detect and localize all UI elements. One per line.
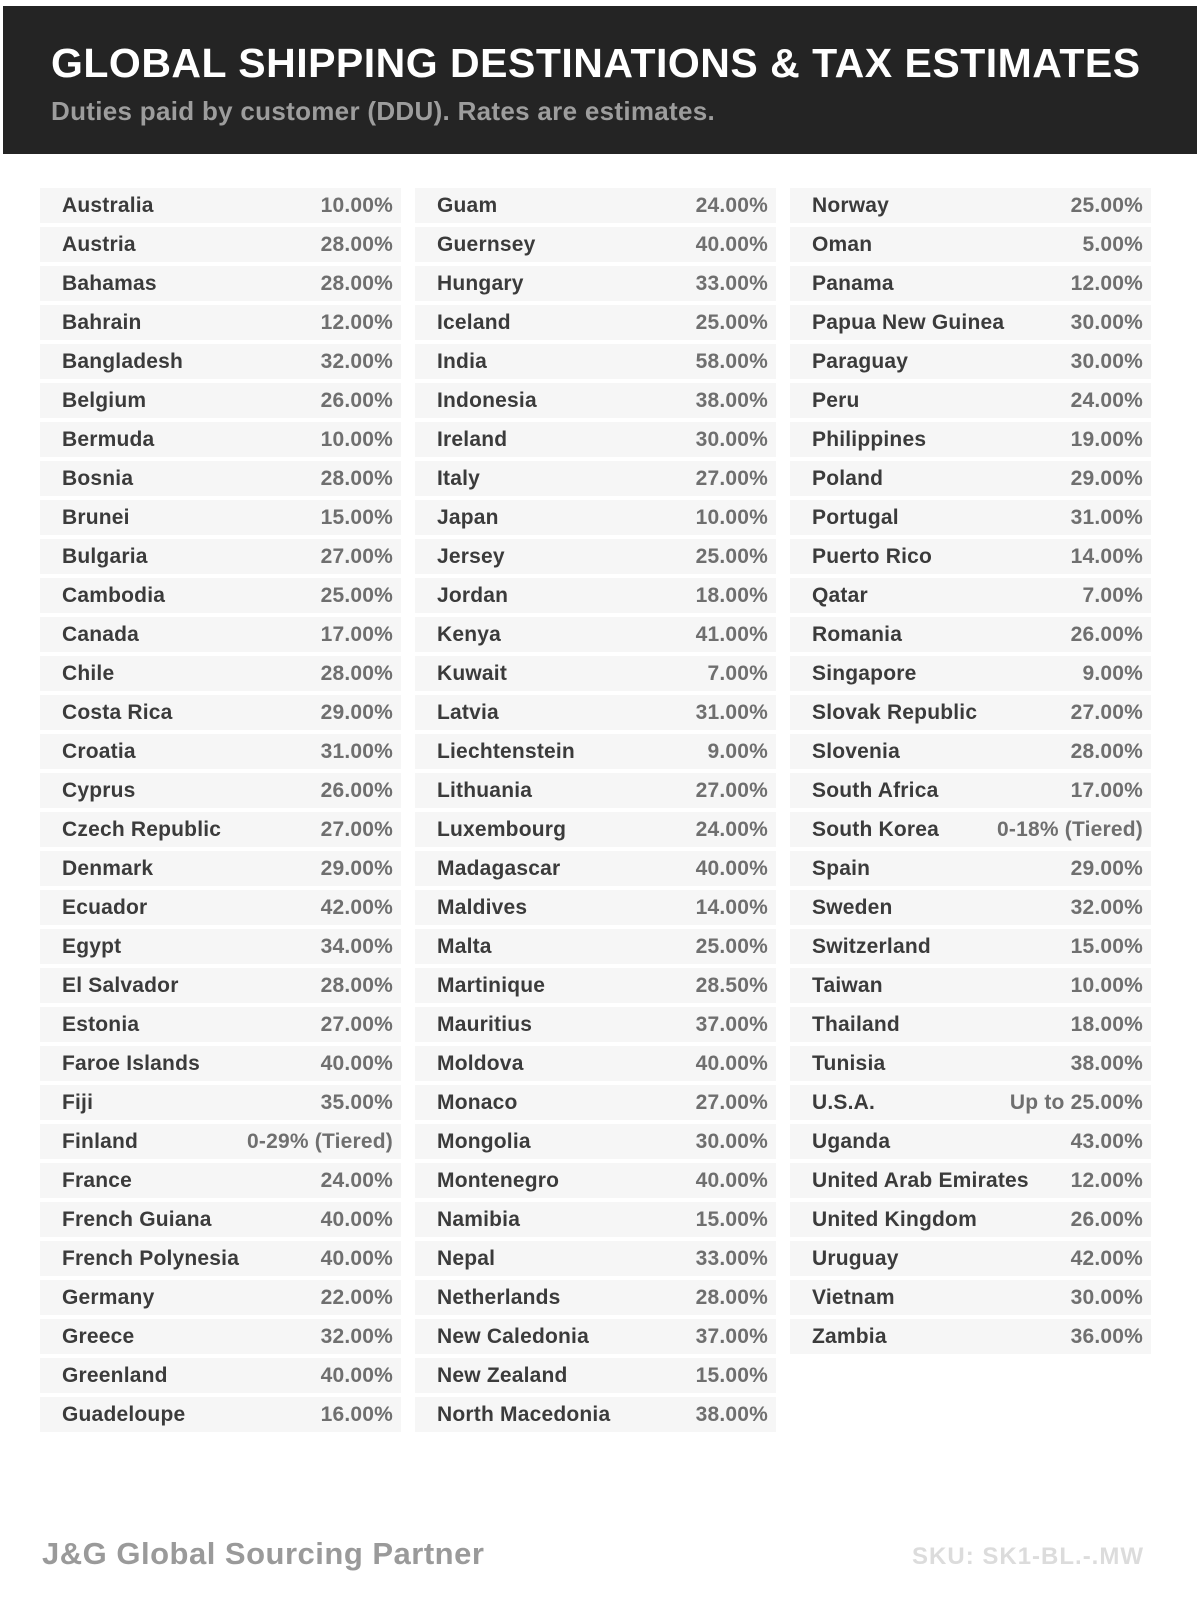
table-column (790, 188, 1151, 1436)
tax-rate: 25.00% (695, 544, 768, 568)
tax-rate: 40.00% (320, 1246, 393, 1270)
tax-rate: 31.00% (1070, 505, 1143, 529)
table-row (415, 227, 776, 262)
tax-rate: 12.00% (320, 310, 393, 334)
tax-rate: 37.00% (695, 1012, 768, 1036)
tax-rate: 22.00% (320, 1285, 393, 1309)
tax-rate: 15.00% (320, 505, 393, 529)
country-name: Japan (437, 505, 499, 529)
table-row (40, 1358, 401, 1393)
table-row (415, 1202, 776, 1237)
tax-rate: 17.00% (320, 622, 393, 646)
tax-rate: 5.00% (1082, 232, 1143, 256)
table-row (790, 1085, 1151, 1120)
table-row (790, 656, 1151, 691)
table-row (40, 695, 401, 730)
country-name: Germany (62, 1285, 155, 1309)
tax-rate: 42.00% (320, 895, 393, 919)
table-row (415, 695, 776, 730)
country-name: Fiji (62, 1090, 94, 1114)
tax-rate: 43.00% (1070, 1129, 1143, 1153)
table-row (790, 734, 1151, 769)
country-name: Maldives (437, 895, 528, 919)
tax-rate: 32.00% (320, 1324, 393, 1348)
table-row (790, 500, 1151, 535)
tax-rate: 28.00% (320, 973, 393, 997)
country-name: Bahamas (62, 271, 157, 295)
country-name: Monaco (437, 1090, 518, 1114)
tax-rate: 29.00% (1070, 466, 1143, 490)
tax-rate: 25.00% (695, 934, 768, 958)
country-name: Thailand (812, 1012, 900, 1036)
country-name: Finland (62, 1129, 139, 1153)
country-name: Kuwait (437, 661, 508, 685)
country-name: Slovenia (812, 739, 900, 763)
table-row (790, 968, 1151, 1003)
country-name: Bermuda (62, 427, 155, 451)
country-name: Jersey (437, 544, 505, 568)
table-row (415, 773, 776, 808)
country-name: Montenegro (437, 1168, 560, 1192)
country-name: Croatia (62, 739, 136, 763)
country-name: Panama (812, 271, 894, 295)
tax-rate: 18.00% (1070, 1012, 1143, 1036)
tax-rate: 40.00% (320, 1363, 393, 1387)
table-row (40, 617, 401, 652)
table-row (40, 773, 401, 808)
tax-rate: 28.00% (1070, 739, 1143, 763)
tax-rate: 26.00% (1070, 622, 1143, 646)
tax-rate: 14.00% (695, 895, 768, 919)
table-row (790, 1124, 1151, 1159)
tax-rate: 28.00% (320, 661, 393, 685)
table-column (415, 188, 776, 1436)
tax-rate: 42.00% (1070, 1246, 1143, 1270)
table-row (790, 851, 1151, 886)
country-name: Cambodia (62, 583, 166, 607)
tax-rate: 33.00% (695, 271, 768, 295)
table-row (790, 227, 1151, 262)
country-name: Sweden (812, 895, 893, 919)
country-name: Iceland (437, 310, 511, 334)
tax-rate: 30.00% (1070, 349, 1143, 373)
tax-rate: 9.00% (1082, 661, 1143, 685)
tax-rate: 36.00% (1070, 1324, 1143, 1348)
table-row (415, 1241, 776, 1276)
country-name: New Caledonia (437, 1324, 589, 1348)
tax-rate: 15.00% (1070, 934, 1143, 958)
tax-rate: 40.00% (320, 1051, 393, 1075)
country-name: Tunisia (812, 1051, 886, 1075)
country-name: Greece (62, 1324, 135, 1348)
table-row (40, 1124, 401, 1159)
tax-rate: 37.00% (695, 1324, 768, 1348)
table-row (415, 1085, 776, 1120)
tax-rate: 40.00% (695, 1168, 768, 1192)
table-row (415, 656, 776, 691)
tax-rate: 30.00% (1070, 1285, 1143, 1309)
country-name: Uganda (812, 1129, 891, 1153)
country-name: Malta (437, 934, 492, 958)
tax-rate: 25.00% (695, 310, 768, 334)
country-name: Slovak Republic (812, 700, 978, 724)
tax-rate: 29.00% (320, 856, 393, 880)
country-name: Oman (812, 232, 873, 256)
table-row (40, 734, 401, 769)
tax-rate: 32.00% (320, 349, 393, 373)
country-name: Paraguay (812, 349, 909, 373)
table-row (415, 305, 776, 340)
table-row (415, 617, 776, 652)
country-name: Czech Republic (62, 817, 222, 841)
table-row (415, 188, 776, 223)
tax-rate: 27.00% (320, 544, 393, 568)
table-row (40, 1085, 401, 1120)
country-name: Nepal (437, 1246, 496, 1270)
tax-rate: 25.00% (320, 583, 393, 607)
country-name: Lithuania (437, 778, 533, 802)
tax-rate: 17.00% (1070, 778, 1143, 802)
country-name: Mauritius (437, 1012, 533, 1036)
table-row (40, 1319, 401, 1354)
country-name: South Africa (812, 778, 939, 802)
country-name: Papua New Guinea (812, 310, 1005, 334)
tax-rate: 27.00% (1070, 700, 1143, 724)
table-row (40, 578, 401, 613)
table-row (415, 812, 776, 847)
table-row (790, 422, 1151, 457)
tax-rate: 12.00% (1070, 271, 1143, 295)
country-name: Bulgaria (62, 544, 148, 568)
table-row (40, 1241, 401, 1276)
country-name: Taiwan (812, 973, 883, 997)
tax-rate: 28.00% (320, 271, 393, 295)
table-row (40, 890, 401, 925)
table-row (415, 890, 776, 925)
table-row (790, 1046, 1151, 1081)
table-row (415, 422, 776, 457)
country-name: Canada (62, 622, 140, 646)
country-name: Ecuador (62, 895, 148, 919)
country-name: Namibia (437, 1207, 521, 1231)
tax-rate: 28.00% (695, 1285, 768, 1309)
table-row (40, 1046, 401, 1081)
table-row (40, 968, 401, 1003)
country-name: India (437, 349, 488, 373)
table-row (40, 656, 401, 691)
page-title: GLOBAL SHIPPING DESTINATIONS & TAX ESTIMATES (51, 40, 1141, 86)
table-row (40, 422, 401, 457)
country-name: Bahrain (62, 310, 142, 334)
tax-rate: 10.00% (320, 427, 393, 451)
tax-rate: 38.00% (1070, 1051, 1143, 1075)
tax-rate: 14.00% (1070, 544, 1143, 568)
country-name: Zambia (812, 1324, 887, 1348)
page-header (3, 6, 1197, 154)
tax-rate: 15.00% (695, 1363, 768, 1387)
country-name: Faroe Islands (62, 1051, 200, 1075)
country-name: Costa Rica (62, 700, 173, 724)
table-row (40, 227, 401, 262)
country-name: South Korea (812, 817, 940, 841)
table-row (790, 1319, 1151, 1354)
tax-rate: 27.00% (320, 1012, 393, 1036)
country-name: Peru (812, 388, 860, 412)
table-row (415, 266, 776, 301)
table-row (790, 461, 1151, 496)
table-row (415, 1319, 776, 1354)
table-row (790, 890, 1151, 925)
tax-rate: 25.00% (1070, 193, 1143, 217)
country-name: Estonia (62, 1012, 140, 1036)
table-row (40, 344, 401, 379)
tax-rate: 27.00% (695, 778, 768, 802)
country-name: Mongolia (437, 1129, 531, 1153)
table-row (415, 1007, 776, 1042)
tax-rate: 26.00% (1070, 1207, 1143, 1231)
table-row (790, 305, 1151, 340)
country-name: Australia (62, 193, 154, 217)
country-name: Madagascar (437, 856, 561, 880)
table-row (415, 383, 776, 418)
country-name: Romania (812, 622, 903, 646)
table-row (790, 188, 1151, 223)
country-name: New Zealand (437, 1363, 568, 1387)
country-name: Hungary (437, 271, 524, 295)
country-name: U.S.A. (812, 1090, 876, 1114)
tax-rate: 10.00% (320, 193, 393, 217)
table-row (40, 539, 401, 574)
table-row (790, 812, 1151, 847)
table-row (790, 1202, 1151, 1237)
tax-rate: 31.00% (695, 700, 768, 724)
tax-rate: 15.00% (695, 1207, 768, 1231)
country-name: Qatar (812, 583, 868, 607)
country-name: Portugal (812, 505, 899, 529)
country-name: United Kingdom (812, 1207, 977, 1231)
table-row (40, 1397, 401, 1432)
country-name: Kenya (437, 622, 502, 646)
country-name: Moldova (437, 1051, 524, 1075)
country-name: Liechtenstein (437, 739, 575, 763)
table-row (790, 344, 1151, 379)
tax-rate: 35.00% (320, 1090, 393, 1114)
country-name: Egypt (62, 934, 122, 958)
table-row (415, 539, 776, 574)
tax-rate: 10.00% (695, 505, 768, 529)
country-name: Bangladesh (62, 349, 184, 373)
tax-rate: 38.00% (695, 388, 768, 412)
rates-table (40, 188, 1151, 1436)
tax-rate: 31.00% (320, 739, 393, 763)
country-name: France (62, 1168, 133, 1192)
table-row (790, 929, 1151, 964)
tax-rate: 24.00% (695, 193, 768, 217)
tax-rate: 16.00% (320, 1402, 393, 1426)
tax-rate: 30.00% (1070, 310, 1143, 334)
tax-rate: 0-18% (Tiered) (997, 817, 1143, 841)
country-name: French Polynesia (62, 1246, 240, 1270)
tax-rate: 38.00% (695, 1402, 768, 1426)
table-row (415, 734, 776, 769)
country-name: Cyprus (62, 778, 136, 802)
table-row (40, 305, 401, 340)
country-name: Martinique (437, 973, 546, 997)
country-name: Latvia (437, 700, 499, 724)
table-row (790, 1280, 1151, 1315)
country-name: Philippines (812, 427, 927, 451)
country-name: Bosnia (62, 466, 134, 490)
country-name: Italy (437, 466, 481, 490)
tax-rate: 24.00% (320, 1168, 393, 1192)
tax-rate: 9.00% (707, 739, 768, 763)
tax-rate: 27.00% (695, 1090, 768, 1114)
country-name: Greenland (62, 1363, 168, 1387)
table-row (40, 500, 401, 535)
country-name: French Guiana (62, 1207, 212, 1231)
tax-rate: 7.00% (707, 661, 768, 685)
country-name: Ireland (437, 427, 508, 451)
table-row (415, 1163, 776, 1198)
country-name: Indonesia (437, 388, 537, 412)
tax-rate: 40.00% (695, 1051, 768, 1075)
country-name: Switzerland (812, 934, 931, 958)
table-row (790, 383, 1151, 418)
table-row (415, 1358, 776, 1393)
table-row (415, 1046, 776, 1081)
country-name: Jordan (437, 583, 509, 607)
tax-rate: 24.00% (1070, 388, 1143, 412)
country-name: Uruguay (812, 1246, 899, 1270)
table-row (790, 578, 1151, 613)
table-row (415, 968, 776, 1003)
tax-rate: 24.00% (695, 817, 768, 841)
tax-rate: 40.00% (695, 856, 768, 880)
table-row (40, 1163, 401, 1198)
table-row (415, 851, 776, 886)
tax-rate: 26.00% (320, 778, 393, 802)
country-name: Netherlands (437, 1285, 561, 1309)
country-name: Norway (812, 193, 890, 217)
table-column (40, 188, 401, 1436)
table-row (415, 500, 776, 535)
country-name: Singapore (812, 661, 917, 685)
table-row (415, 929, 776, 964)
tax-rate: 19.00% (1070, 427, 1143, 451)
tax-rate: 28.50% (695, 973, 768, 997)
tax-rate: 28.00% (320, 232, 393, 256)
tax-rate: 40.00% (320, 1207, 393, 1231)
tax-rate: 40.00% (695, 232, 768, 256)
page-footer (42, 1536, 1144, 1572)
table-row (40, 929, 401, 964)
page-subtitle: Duties paid by customer (DDU). Rates are estimates. (51, 96, 716, 127)
table-row (40, 1007, 401, 1042)
table-row (790, 266, 1151, 301)
table-row (40, 851, 401, 886)
country-name: Puerto Rico (812, 544, 933, 568)
tax-rate: 58.00% (695, 349, 768, 373)
table-row (40, 266, 401, 301)
table-row (415, 1397, 776, 1432)
tax-rate: 33.00% (695, 1246, 768, 1270)
country-name: Brunei (62, 505, 130, 529)
country-name: Poland (812, 466, 884, 490)
table-row (790, 1241, 1151, 1276)
table-row (415, 1280, 776, 1315)
table-row (40, 461, 401, 496)
country-name: Vietnam (812, 1285, 895, 1309)
tax-rate: 7.00% (1082, 583, 1143, 607)
country-name: Denmark (62, 856, 154, 880)
country-name: Belgium (62, 388, 147, 412)
country-name: Chile (62, 661, 115, 685)
country-name: Luxembourg (437, 817, 567, 841)
table-row (790, 695, 1151, 730)
tax-rate: 26.00% (320, 388, 393, 412)
table-row (40, 383, 401, 418)
table-row (790, 1163, 1151, 1198)
table-row (790, 539, 1151, 574)
tax-rate: 32.00% (1070, 895, 1143, 919)
tax-rate: 0-29% (Tiered) (247, 1129, 393, 1153)
table-row (415, 344, 776, 379)
tax-rate: 29.00% (1070, 856, 1143, 880)
country-name: Spain (812, 856, 871, 880)
table-row (790, 773, 1151, 808)
country-name: Austria (62, 232, 136, 256)
tax-rate: 18.00% (695, 583, 768, 607)
table-row (415, 1124, 776, 1159)
table-row (40, 188, 401, 223)
table-row (415, 461, 776, 496)
table-row (40, 812, 401, 847)
tax-rate: 28.00% (320, 466, 393, 490)
country-name: Guernsey (437, 232, 536, 256)
tax-rate: Up to 25.00% (1009, 1090, 1143, 1114)
tax-rate: 30.00% (695, 427, 768, 451)
tax-rate: 29.00% (320, 700, 393, 724)
country-name: Guadeloupe (62, 1402, 186, 1426)
tax-rate: 10.00% (1070, 973, 1143, 997)
tax-rate: 27.00% (320, 817, 393, 841)
tax-rate: 30.00% (695, 1129, 768, 1153)
table-row (790, 1007, 1151, 1042)
sku-label: SKU: SK1-BL.-.MW (912, 1543, 1144, 1571)
country-name: North Macedonia (437, 1402, 611, 1426)
brand-name: J&G Global Sourcing Partner (42, 1536, 485, 1572)
tax-rate: 34.00% (320, 934, 393, 958)
country-name: Guam (437, 193, 498, 217)
tax-rate: 12.00% (1070, 1168, 1143, 1192)
country-name: El Salvador (62, 973, 179, 997)
table-row (40, 1202, 401, 1237)
table-row (415, 578, 776, 613)
table-row (790, 617, 1151, 652)
table-row (40, 1280, 401, 1315)
tax-rate: 41.00% (695, 622, 768, 646)
country-name: United Arab Emirates (812, 1168, 1029, 1192)
tax-rate: 27.00% (695, 466, 768, 490)
